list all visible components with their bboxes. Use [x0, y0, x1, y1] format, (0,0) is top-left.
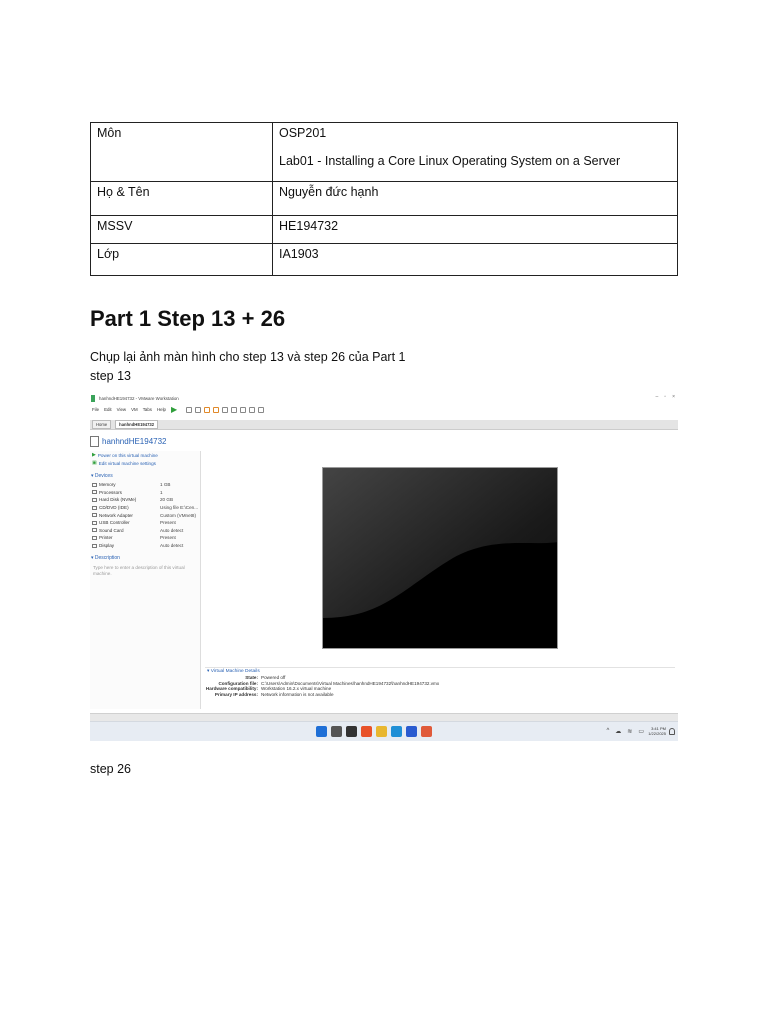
device-name: CD/DVD (IDE) [92, 505, 160, 510]
student-id-value: HE194732 [273, 216, 678, 244]
lab-title: Lab01 - Installing a Core Linux Operating System on a Server [279, 154, 621, 168]
subject-value [273, 123, 678, 182]
taskbar-app-icon[interactable] [331, 726, 342, 737]
toolbar-icons [186, 407, 264, 413]
list-item[interactable] [90, 489, 200, 497]
edit-settings-label: Edit virtual machine settings [98, 460, 156, 466]
device-value: Custom (VMnet8) [160, 512, 196, 518]
tab-bar [90, 420, 678, 430]
unity-icon[interactable] [249, 407, 255, 413]
description-header[interactable]: ▾ Description [91, 555, 120, 562]
device-name: USB Controller [92, 520, 160, 525]
details-list [205, 675, 675, 697]
device-name: Printer [92, 535, 160, 540]
library-icon[interactable] [222, 407, 228, 413]
window-titlebar [90, 393, 678, 403]
vm-preview-screen[interactable] [322, 467, 558, 649]
table-row [91, 244, 678, 276]
play-icon: ▶ [92, 452, 96, 458]
clock-date: 1/22/2025 [648, 731, 666, 736]
device-value: Present [160, 520, 176, 526]
detail-value: Workstation 16.2.x virtual machine [261, 686, 332, 692]
detail-key: State: [245, 675, 258, 680]
table-row [91, 123, 678, 182]
list-item[interactable] [90, 481, 200, 489]
vm-name: hanhndHE194732 [102, 436, 167, 446]
step13-label: step 13 [90, 369, 132, 383]
list-item[interactable] [90, 519, 200, 527]
name-label: Họ & Tên [91, 182, 273, 216]
table-row [91, 182, 678, 216]
device-name: Network Adapter [92, 513, 160, 518]
class-label: Lớp [91, 244, 273, 276]
power-on-action[interactable] [90, 451, 200, 459]
clock-time: 3:41 PM [651, 726, 666, 731]
device-value: Auto detect [160, 543, 184, 549]
list-item [205, 692, 675, 698]
device-icon [92, 490, 97, 494]
device-icon [92, 498, 97, 502]
device-icon [92, 513, 97, 517]
section-heading: Part 1 Step 13 + 26 [90, 306, 286, 331]
device-name: Processors [92, 490, 160, 495]
section-description: Chụp lại ảnh màn hình cho step 13 và step 26 của Part 1 [90, 350, 406, 364]
menu-vm[interactable]: VM [131, 407, 138, 412]
close-button[interactable]: × [672, 394, 675, 400]
table-row [91, 216, 678, 244]
fullscreen-icon[interactable] [240, 407, 246, 413]
battery-icon[interactable]: ▭ [638, 729, 644, 735]
device-name: Display [92, 543, 160, 548]
suspend-icon[interactable] [204, 407, 210, 413]
device-icon [92, 506, 97, 510]
edit-settings-action[interactable] [90, 459, 200, 467]
device-value: 1 GB [160, 482, 171, 488]
device-name: Hard Disk (NVMe) [92, 497, 160, 502]
status-bar [90, 713, 678, 721]
taskbar-app-icon[interactable] [406, 726, 417, 737]
device-name: Memory [92, 482, 160, 487]
power-on-label: Power on this virtual machine [97, 452, 158, 458]
menu-bar [90, 405, 678, 414]
detail-key: Configuration file: [218, 680, 258, 686]
vm-details [205, 667, 675, 697]
device-value: Present [160, 535, 176, 541]
description-placeholder[interactable]: Type here to enter a description of this virtual machine. [93, 565, 185, 577]
vm-preview-graphic [323, 468, 558, 649]
step26-label: step 26 [90, 762, 132, 776]
devices-header[interactable]: ▾ Devices [91, 473, 113, 479]
menu-file[interactable]: File [92, 407, 100, 412]
name-value: Nguyễn đức hạnh [273, 182, 678, 216]
vmware-logo-icon [91, 395, 95, 402]
menu-view[interactable]: View [116, 407, 127, 412]
vm-title [90, 433, 167, 449]
taskbar-clock[interactable] [648, 726, 666, 736]
device-icon [92, 544, 97, 548]
notification-icon[interactable] [669, 728, 675, 735]
list-item[interactable] [90, 542, 200, 550]
wifi-icon[interactable]: ≋ [627, 729, 633, 735]
list-item[interactable] [90, 534, 200, 542]
device-value: 1 [160, 489, 163, 495]
windows-taskbar [90, 721, 678, 741]
view-icon[interactable] [258, 407, 264, 413]
device-icon [92, 521, 97, 525]
taskbar-app-icon[interactable] [376, 726, 387, 737]
revert-icon[interactable] [195, 407, 201, 413]
detail-value: C:\Users\Admin\Documents\Virtual Machines\hanhndHE194732\hanhndHE194732.vmx [261, 680, 440, 686]
devices-list [90, 481, 200, 549]
taskbar-app-icon[interactable] [421, 726, 432, 737]
taskbar-apps [316, 726, 432, 737]
tab-vm[interactable]: hanhndHE194732 [115, 420, 158, 429]
device-icon [92, 483, 97, 487]
maximize-button[interactable]: ▫ [664, 394, 667, 400]
taskbar-app-icon[interactable] [316, 726, 327, 737]
system-tray [606, 728, 644, 735]
taskbar-app-icon[interactable] [361, 726, 372, 737]
detail-key: Hardware compatibility: [205, 686, 258, 692]
tab-home[interactable]: Home [92, 420, 111, 429]
detail-value: Network information is not available [261, 691, 334, 697]
snapshot-icon[interactable] [186, 407, 192, 413]
device-name: Sound Card [92, 528, 160, 533]
list-item[interactable] [90, 527, 200, 535]
device-value: Auto detect [160, 527, 184, 533]
vm-sidebar [90, 451, 201, 709]
details-header[interactable]: ▾ Virtual Machine Details [207, 669, 260, 674]
subject-label: Môn [91, 123, 273, 182]
device-icon [92, 528, 97, 532]
taskbar-app-icon[interactable] [391, 726, 402, 737]
menu-tabs[interactable]: Tabs [142, 407, 152, 412]
manage-snapshot-icon[interactable] [213, 407, 219, 413]
menu-edit[interactable]: Edit [104, 407, 112, 412]
device-value: Using file E:\Cen... [160, 505, 199, 511]
list-item[interactable] [90, 504, 200, 512]
chevron-up-icon[interactable]: ^ [606, 728, 610, 734]
vmware-screenshot [90, 393, 678, 741]
console-icon[interactable] [231, 407, 237, 413]
device-value: 20 GB [160, 497, 174, 503]
settings-icon: ▣ [92, 460, 97, 466]
taskbar-app-icon[interactable] [346, 726, 357, 737]
detail-value: Powered off [261, 675, 286, 680]
vm-document-icon [90, 436, 99, 447]
menu-help[interactable]: Help [156, 407, 166, 412]
window-controls [656, 394, 675, 400]
window-title: hanhndHE194732 - VMware Workstation [99, 395, 179, 401]
student-info-table [90, 122, 678, 276]
detail-key: Primary IP address: [214, 691, 258, 697]
student-id-label: MSSV [91, 216, 273, 244]
list-item[interactable] [90, 496, 200, 504]
subject-code: OSP201 [279, 126, 327, 140]
play-icon[interactable]: ▶ [171, 404, 178, 414]
cloud-icon[interactable]: ☁ [615, 729, 622, 735]
list-item[interactable] [90, 511, 200, 519]
device-icon [92, 536, 97, 540]
minimize-button[interactable]: – [655, 394, 659, 400]
class-value: IA1903 [273, 244, 678, 276]
